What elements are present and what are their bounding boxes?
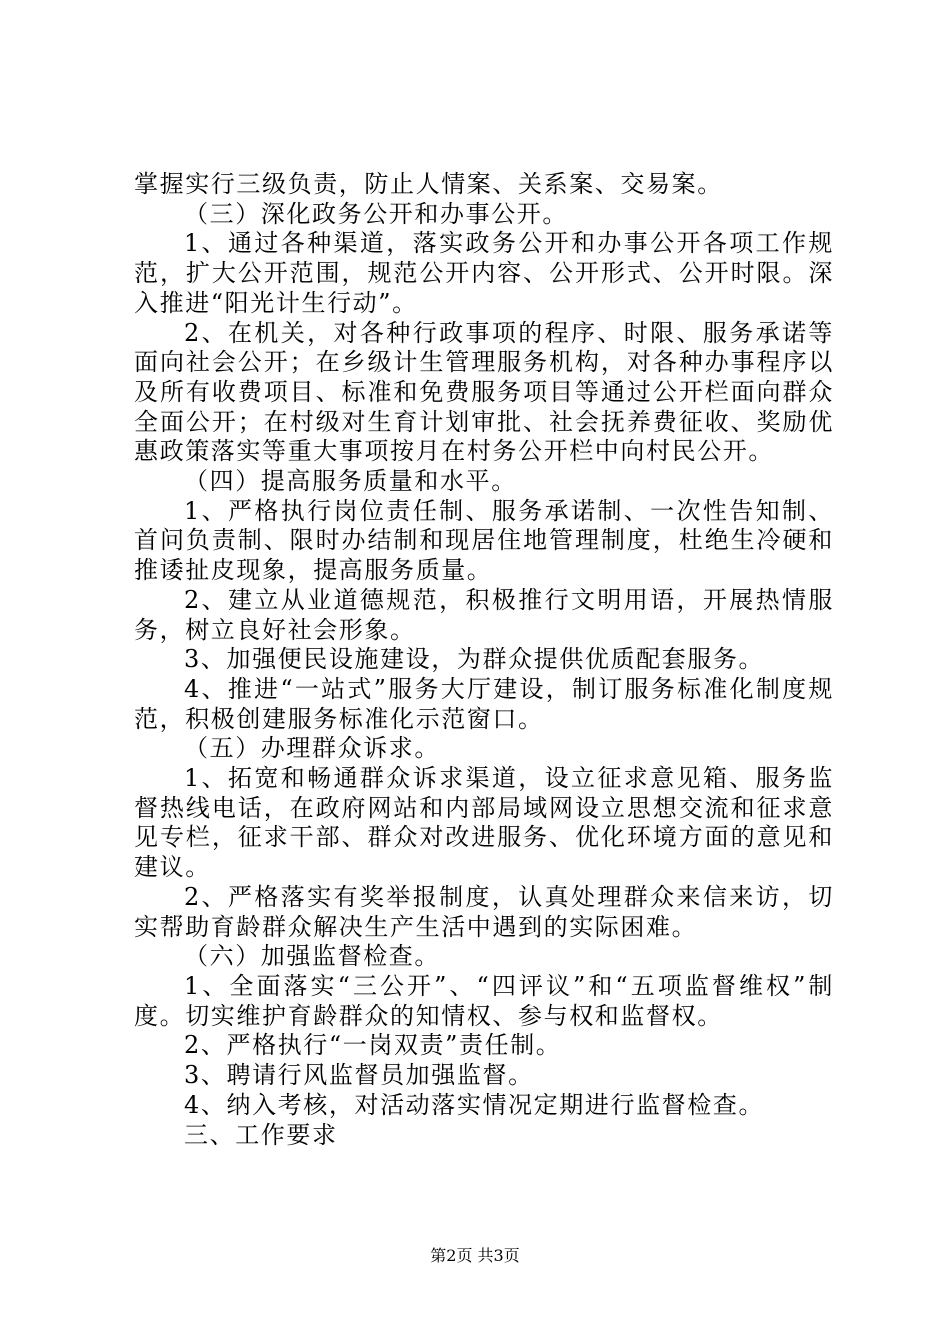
paragraph-16: 3、聘请行风监督员加强监督。: [184, 1061, 534, 1090]
paragraph-9: 4、推进“一站式”服务大厅建设，制订服务标准化制度规范，积极创建服务标准化示范窗口。: [134, 674, 834, 733]
section-heading-4: （四）提高服务质量和水平。: [184, 467, 517, 496]
document-body: [134, 170, 834, 1150]
section-heading-6: （六）加强监督检查。: [184, 942, 440, 971]
paragraph-6: 1、严格执行岗位责任制、服务承诺制、一次性告知制、首问负责制、限时办结制和现居住地管理制度，杜绝生冷硬和推诿扯皮现象，提高服务质量。: [134, 496, 834, 585]
paragraph-17: 4、纳入考核，对活动落实情况定期进行监督检查。: [184, 1090, 765, 1119]
paragraph-1: 掌握实行三级负责，防止人情案、关系案、交易案。: [134, 170, 723, 198]
section-heading-5: （五）办理群众诉求。: [184, 734, 440, 763]
paragraph-3: 1、通过各种渠道，落实政务公开和办事公开各项工作规范，扩大公开范围，规范公开内容、公开形式、公开时限。深入推进“阳光计生行动”。: [134, 229, 834, 317]
paragraph-12: 2、严格落实有奖举报制度，认真处理群众来信来访，切实帮助育龄群众解决生产生活中遇到的实际困难。: [134, 882, 834, 941]
page-number-label: 第2页 共3页: [430, 1246, 520, 1265]
paragraph-15: 2、严格执行“一岗双责”责任制。: [184, 1031, 562, 1060]
paragraph-11: 1、拓宽和畅通群众诉求渠道，设立征求意见箱、服务监督热线电话，在政府网站和内部局域网设立思想交流和征求意见专栏，征求干部、群众对改进服务、优化环境方面的意见和建议。: [134, 764, 834, 882]
page-footer: [0, 1246, 950, 1266]
section-heading-3: （三）深化政务公开和办事公开。: [184, 199, 568, 228]
paragraph-8: 3、加强便民设施建设，为群众提供优质配套服务。: [184, 645, 765, 674]
paragraph-14: 1、全面落实“三公开”、“四评议”和“五项监督维权”制度。切实维护育龄群众的知情权、参与权和监督权。: [134, 971, 834, 1030]
section-heading-work-requirements: 三、工作要求: [184, 1120, 338, 1149]
paragraph-7: 2、建立从业道德规范，积极推行文明用语，开展热情服务，树立良好社会形象。: [134, 585, 834, 644]
paragraph-4: 2、在机关，对各种行政事项的程序、时限、服务承诺等面向社会公开；在乡级计生管理服务机构，对各种办事程序以及所有收费项目、标准和免费服务项目等通过公开栏面向群众全面公开；在村级对生育计划审批、社会抚养费征收、奖励优惠政策落实等重大事项按月在村务公开栏中向村民公开。: [134, 318, 834, 466]
